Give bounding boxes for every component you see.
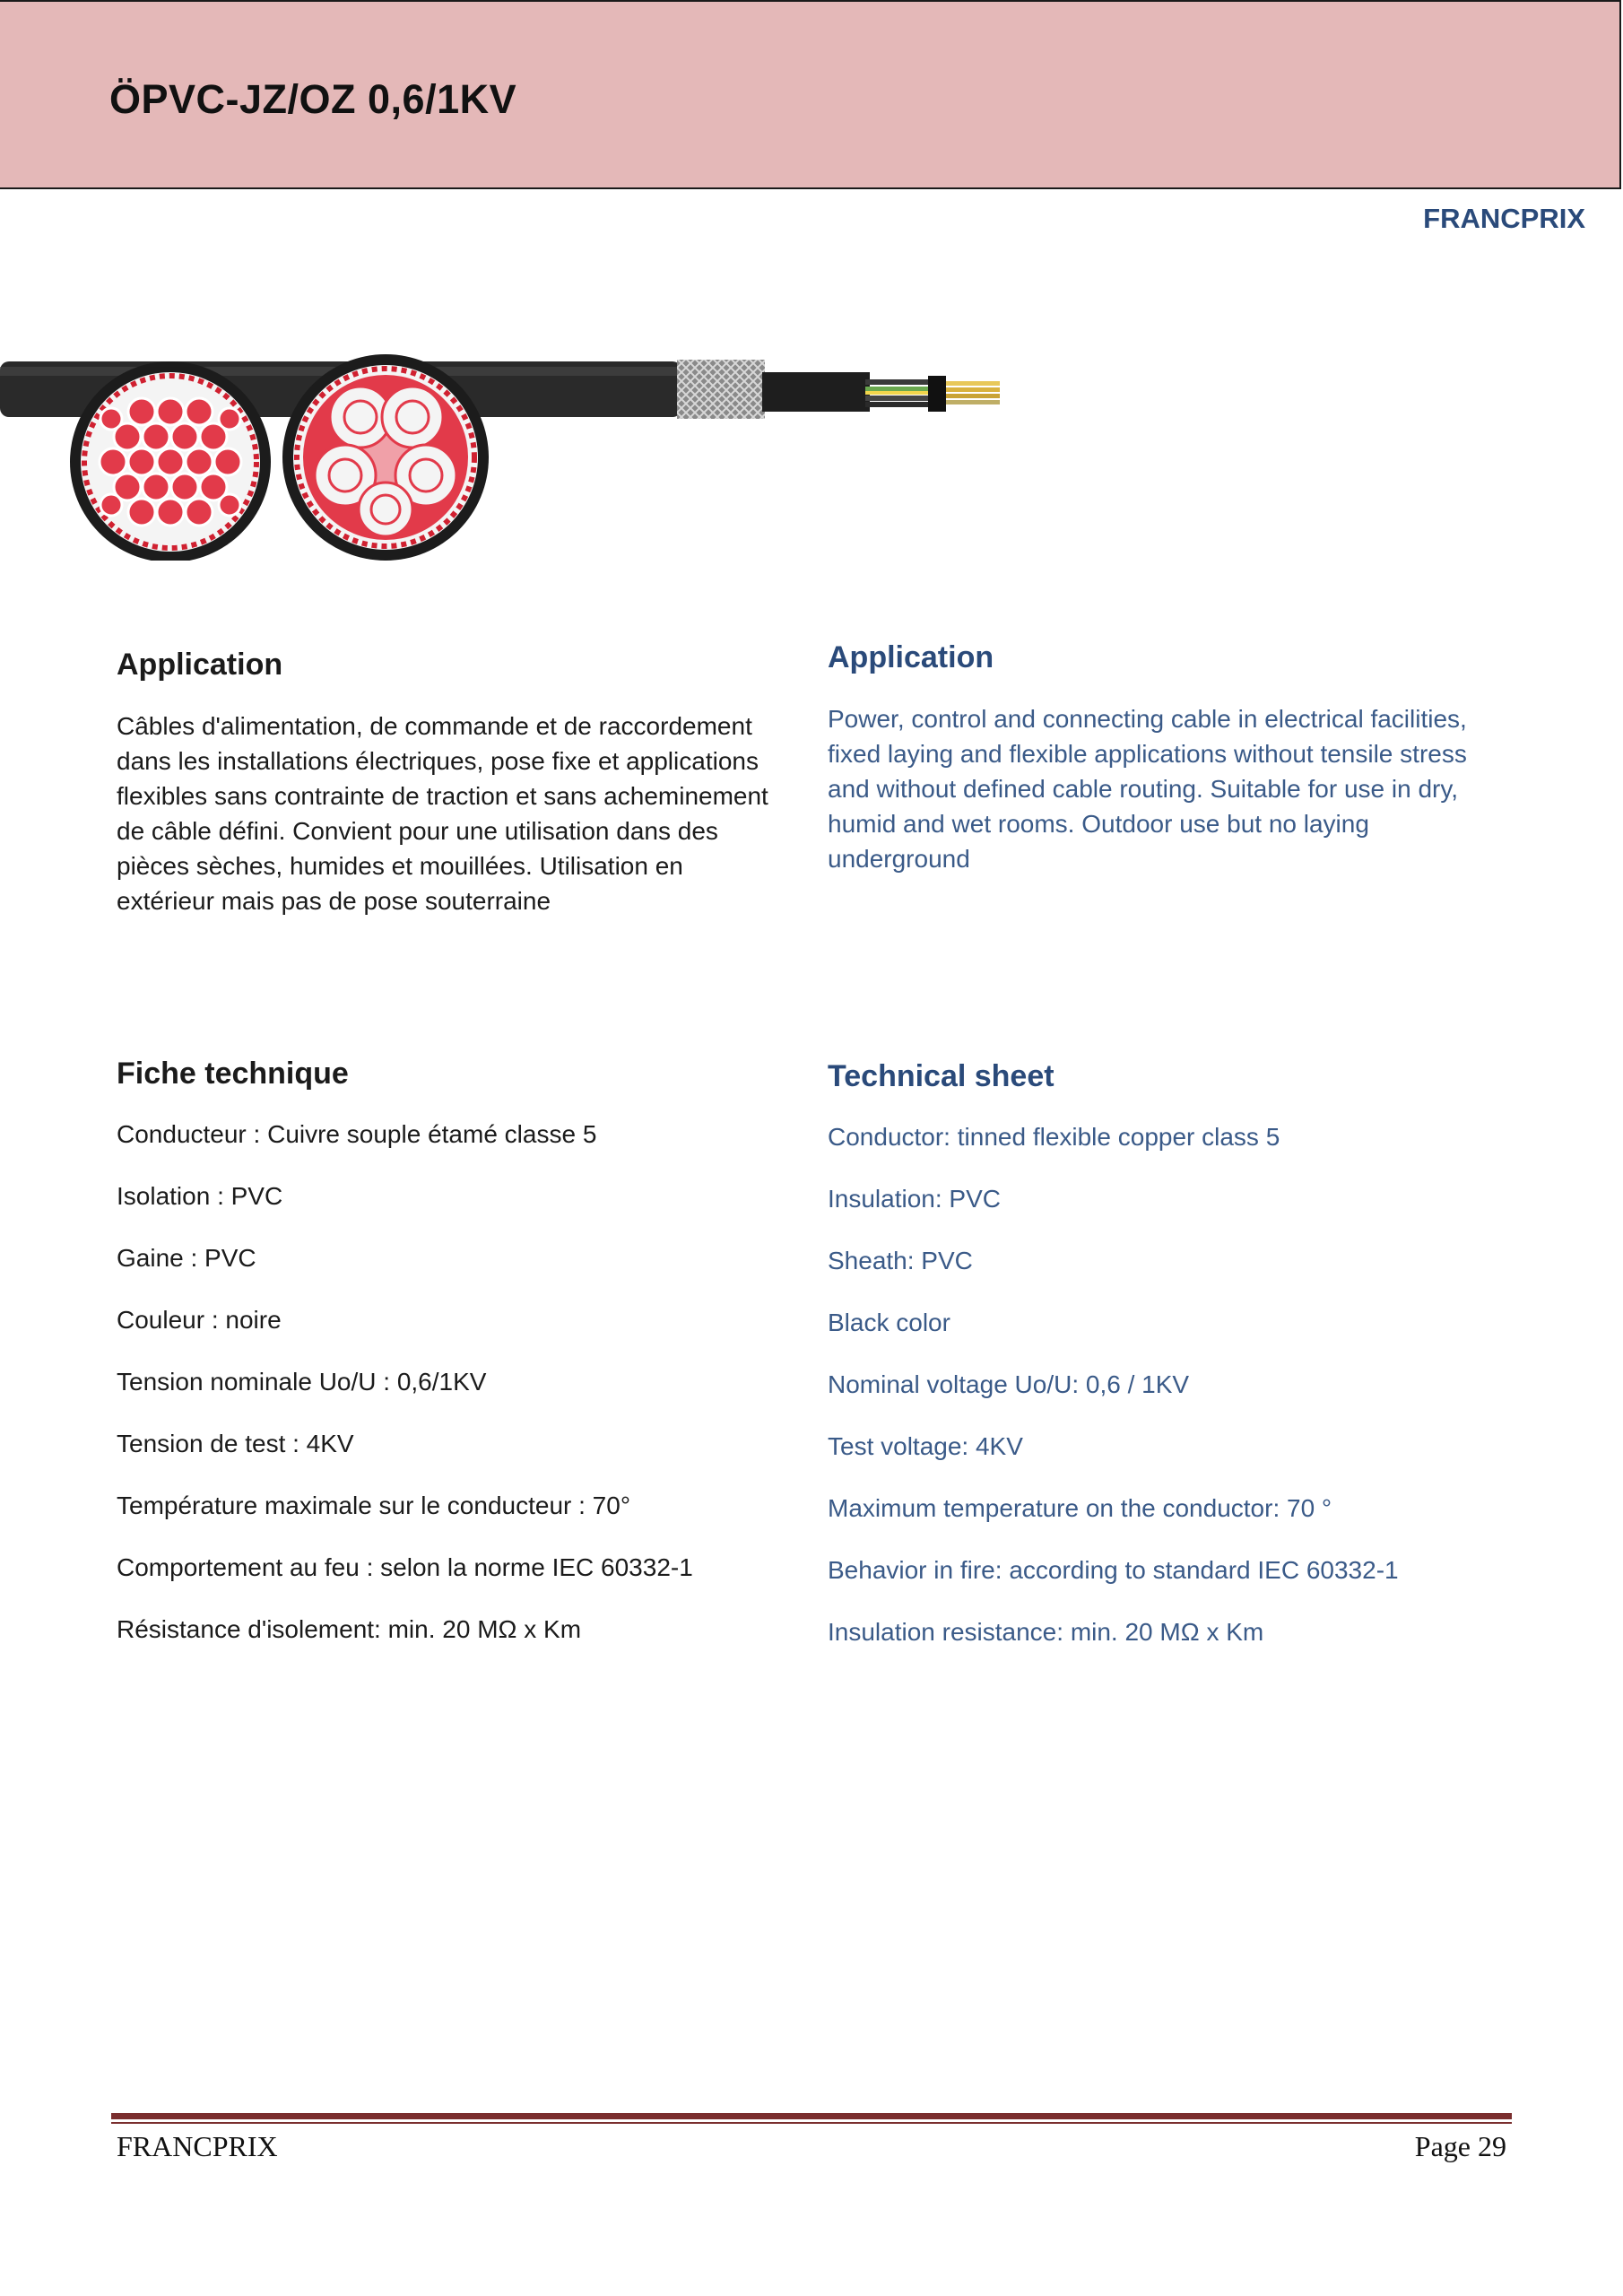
footer-brand: FRANCPRIX [117,2130,278,2162]
spec-item-fr: Tension de test : 4KV [117,1430,354,1457]
application-fr-text: Câbles d'alimentation, de commande et de raccordement dans les installations électriques, pose fixe et applications flexibles sans contrainte de traction et sans acheminement de câble défini. Convient pour une utilisation dans des pièces sèches, humides et mouillées. Utilisation en extérieur mais pas de pose souterraine [117,712,768,915]
brand-name: FRANCPRIX [1423,203,1585,234]
spec-item-fr: Résistance d'isolement: min. 20 MΩ x Km [117,1615,582,1643]
technical-en-title: Technical sheet [828,1059,1055,1093]
footer-rule [111,2113,1512,2119]
technical-en-list [828,1121,1491,1678]
spec-item-en: Insulation: PVC [828,1185,1001,1213]
spec-item-fr: Tension nominale Uo/U : 0,6/1KV [117,1368,487,1396]
spec-item-fr: Comportement au feu : selon la norme IEC 60332-1 [117,1553,693,1581]
spec-item-en: Black color [828,1309,950,1336]
spec-item-fr: Couleur : noire [117,1306,282,1334]
spec-item-en: Test voltage: 4KV [828,1432,1023,1460]
application-en-title: Application [828,640,994,674]
cable-cross-section-illustration [0,345,1076,561]
page-title: ÖPVC-JZ/OZ 0,6/1KV [109,76,517,122]
spec-item-en: Maximum temperature on the conductor: 70 ° [828,1494,1332,1522]
spec-item-fr: Conducteur : Cuivre souple étamé classe 5 [117,1120,597,1148]
technical-en-section [828,1059,1491,1678]
application-en-section [828,640,1491,876]
spec-item-fr: Température maximale sur le conducteur : 70° [117,1492,631,1519]
technical-fr-list [117,1118,780,1675]
spec-item-en: Sheath: PVC [828,1247,973,1274]
spec-item-en: Nominal voltage Uo/U: 0,6 / 1KV [828,1370,1190,1398]
spec-item-en: Insulation resistance: min. 20 MΩ x Km [828,1618,1264,1646]
spec-item-en: Behavior in fire: according to standard IEC 60332-1 [828,1556,1399,1584]
application-fr-title: Application [117,648,283,682]
spec-item-en: Conductor: tinned flexible copper class 5 [828,1123,1280,1151]
spec-item-fr: Isolation : PVC [117,1182,283,1210]
spec-item-fr: Gaine : PVC [117,1244,256,1272]
footer-rule-thin [111,2122,1512,2124]
technical-fr-section [117,1057,780,1675]
header-band [0,0,1621,189]
application-en-text: Power, control and connecting cable in electrical facilities, fixed laying and flexible applications without tensile stress and without defined cable routing. Suitable for use in dry, humid and wet rooms. Outdoor use but no laying underground [828,705,1467,873]
application-fr-section [117,648,780,918]
technical-fr-title: Fiche technique [117,1057,349,1091]
page-number: Page 29 [1414,2130,1506,2162]
